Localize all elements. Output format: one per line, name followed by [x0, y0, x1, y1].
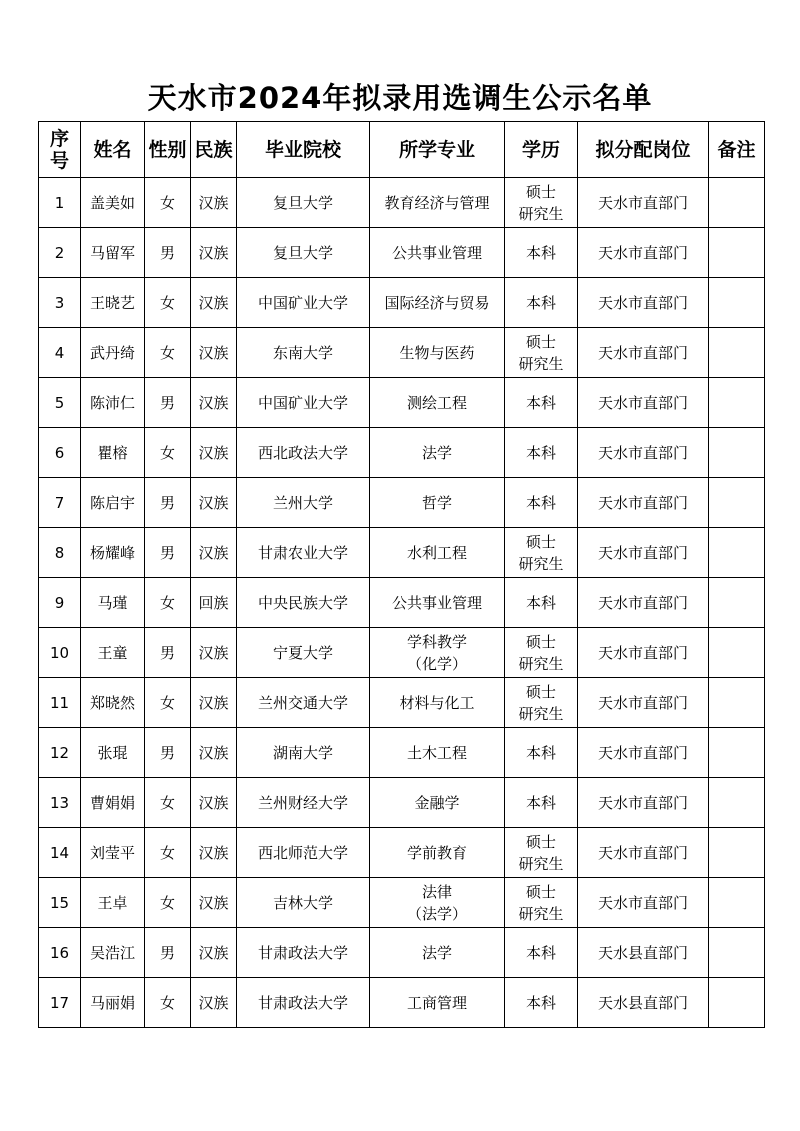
- table-row: [39, 678, 765, 728]
- cell-degree: [505, 478, 578, 528]
- table-row: [39, 328, 765, 378]
- header-no-line: 序: [49, 127, 69, 150]
- cell-major: [370, 178, 505, 228]
- cell-degree-line: 研究生: [518, 654, 564, 673]
- cell-no: 4: [39, 328, 81, 378]
- cell-school: 湖南大学: [237, 728, 370, 778]
- cell-gender: 女: [145, 828, 191, 878]
- cell-major-line: 水利工程: [406, 543, 467, 562]
- cell-major-line: 国际经济与贸易: [384, 293, 490, 312]
- table-row: [39, 578, 765, 628]
- cell-degree: [505, 228, 578, 278]
- cell-ethnicity: 汉族: [191, 728, 237, 778]
- cell-position: 天水市直部门: [578, 278, 709, 328]
- cell-major-line: 哲学: [421, 493, 452, 512]
- table-row: [39, 428, 765, 478]
- cell-degree: [505, 578, 578, 628]
- cell-major: [370, 678, 505, 728]
- table-row: [39, 728, 765, 778]
- cell-major-line: 学科教学: [406, 632, 467, 651]
- cell-remark: [709, 928, 765, 978]
- cell-remark: [709, 628, 765, 678]
- cell-ethnicity: 汉族: [191, 778, 237, 828]
- cell-position: 天水市直部门: [578, 178, 709, 228]
- table-row: [39, 978, 765, 1028]
- cell-major: [370, 578, 505, 628]
- cell-position: 天水市直部门: [578, 678, 709, 728]
- cell-ethnicity: 汉族: [191, 678, 237, 728]
- cell-degree-line: 研究生: [518, 204, 564, 223]
- cell-remark: [709, 828, 765, 878]
- cell-school: 宁夏大学: [237, 628, 370, 678]
- table-row: [39, 878, 765, 928]
- cell-degree-line: 硕士: [525, 332, 556, 351]
- cell-ethnicity: 汉族: [191, 528, 237, 578]
- cell-remark: [709, 178, 765, 228]
- cell-no: 8: [39, 528, 81, 578]
- cell-major: [370, 328, 505, 378]
- cell-gender: 女: [145, 578, 191, 628]
- cell-major: [370, 428, 505, 478]
- cell-degree-line: 硕士: [525, 832, 556, 851]
- cell-school: 甘肃政法大学: [237, 928, 370, 978]
- cell-name: 武丹绮: [81, 328, 145, 378]
- cell-degree-line: 研究生: [518, 704, 564, 723]
- cell-degree-line: 研究生: [518, 354, 564, 373]
- table-row: [39, 228, 765, 278]
- cell-school: 中国矿业大学: [237, 378, 370, 428]
- cell-gender: 女: [145, 678, 191, 728]
- cell-name: 瞿榕: [81, 428, 145, 478]
- header-ethnicity: 民族: [191, 122, 237, 178]
- cell-major-line: 法学: [421, 443, 452, 462]
- cell-ethnicity: 汉族: [191, 628, 237, 678]
- roster-table: [38, 121, 765, 1028]
- cell-degree-line: 硕士: [525, 682, 556, 701]
- cell-ethnicity: 汉族: [191, 228, 237, 278]
- cell-no: 12: [39, 728, 81, 778]
- cell-gender: 男: [145, 528, 191, 578]
- cell-name: 马瑾: [81, 578, 145, 628]
- cell-ethnicity: 汉族: [191, 478, 237, 528]
- cell-position: 天水市直部门: [578, 728, 709, 778]
- cell-major-line: 教育经济与管理: [384, 193, 490, 212]
- cell-name: 马留军: [81, 228, 145, 278]
- cell-no: 9: [39, 578, 81, 628]
- table-row: [39, 928, 765, 978]
- cell-major: [370, 928, 505, 978]
- cell-position: 天水市直部门: [578, 828, 709, 878]
- cell-position: 天水县直部门: [578, 978, 709, 1028]
- cell-remark: [709, 478, 765, 528]
- cell-major: [370, 228, 505, 278]
- cell-remark: [709, 728, 765, 778]
- cell-degree-line: 硕士: [525, 182, 556, 201]
- cell-position: 天水市直部门: [578, 428, 709, 478]
- cell-major: [370, 878, 505, 928]
- cell-degree-line: 本科: [525, 243, 556, 262]
- cell-school: 中央民族大学: [237, 578, 370, 628]
- cell-degree: [505, 428, 578, 478]
- cell-major: [370, 778, 505, 828]
- cell-school: 兰州财经大学: [237, 778, 370, 828]
- cell-position: 天水市直部门: [578, 528, 709, 578]
- page-title: 天水市2024年拟录用选调生公示名单: [147, 81, 653, 115]
- cell-major: [370, 278, 505, 328]
- cell-gender: 男: [145, 628, 191, 678]
- table-row: [39, 178, 765, 228]
- cell-degree: [505, 928, 578, 978]
- cell-name: 王卓: [81, 878, 145, 928]
- cell-ethnicity: 汉族: [191, 828, 237, 878]
- cell-major-line: 土木工程: [406, 743, 467, 762]
- cell-no: 2: [39, 228, 81, 278]
- header-row: [39, 122, 765, 178]
- cell-no: 10: [39, 628, 81, 678]
- cell-degree-line: 研究生: [518, 904, 564, 923]
- cell-school: 兰州交通大学: [237, 678, 370, 728]
- cell-degree-line: 硕士: [525, 632, 556, 651]
- cell-name: 张琨: [81, 728, 145, 778]
- cell-no: 7: [39, 478, 81, 528]
- header-no: [39, 122, 81, 178]
- cell-major: [370, 828, 505, 878]
- cell-ethnicity: 回族: [191, 578, 237, 628]
- header-no-line: 号: [49, 149, 69, 172]
- cell-name: 杨耀峰: [81, 528, 145, 578]
- cell-no: 3: [39, 278, 81, 328]
- cell-degree: [505, 328, 578, 378]
- table-row: [39, 828, 765, 878]
- cell-school: 中国矿业大学: [237, 278, 370, 328]
- cell-remark: [709, 228, 765, 278]
- header-position: 拟分配岗位: [578, 122, 709, 178]
- table-row: [39, 528, 765, 578]
- cell-ethnicity: 汉族: [191, 378, 237, 428]
- cell-no: 14: [39, 828, 81, 878]
- cell-major-line: 学前教育: [406, 843, 467, 862]
- cell-school: 甘肃政法大学: [237, 978, 370, 1028]
- cell-school: 复旦大学: [237, 228, 370, 278]
- table-row: [39, 278, 765, 328]
- cell-no: 6: [39, 428, 81, 478]
- cell-gender: 男: [145, 728, 191, 778]
- cell-gender: 男: [145, 378, 191, 428]
- cell-position: 天水市直部门: [578, 578, 709, 628]
- cell-position: 天水市直部门: [578, 228, 709, 278]
- cell-remark: [709, 578, 765, 628]
- cell-ethnicity: 汉族: [191, 178, 237, 228]
- cell-remark: [709, 528, 765, 578]
- cell-degree-line: 本科: [525, 493, 556, 512]
- cell-major: [370, 728, 505, 778]
- cell-no: 15: [39, 878, 81, 928]
- cell-gender: 女: [145, 978, 191, 1028]
- cell-position: 天水市直部门: [578, 878, 709, 928]
- cell-gender: 男: [145, 228, 191, 278]
- table-row: [39, 778, 765, 828]
- table-row: [39, 478, 765, 528]
- cell-major: [370, 628, 505, 678]
- cell-major: [370, 378, 505, 428]
- cell-major: [370, 528, 505, 578]
- cell-ethnicity: 汉族: [191, 278, 237, 328]
- cell-major-line: 金融学: [414, 793, 460, 812]
- cell-major-line: 法律: [421, 882, 452, 901]
- cell-remark: [709, 278, 765, 328]
- cell-no: 5: [39, 378, 81, 428]
- cell-gender: 女: [145, 428, 191, 478]
- cell-degree-line: 本科: [525, 393, 556, 412]
- cell-major-line: 工商管理: [406, 993, 467, 1012]
- cell-ethnicity: 汉族: [191, 328, 237, 378]
- cell-no: 16: [39, 928, 81, 978]
- cell-major-line: 公共事业管理: [391, 243, 482, 262]
- cell-degree-line: 硕士: [525, 882, 556, 901]
- cell-name: 陈启宇: [81, 478, 145, 528]
- cell-school: 吉林大学: [237, 878, 370, 928]
- cell-name: 曹娟娟: [81, 778, 145, 828]
- header-degree: 学历: [505, 122, 578, 178]
- cell-degree: [505, 678, 578, 728]
- cell-major-line: 测绘工程: [406, 393, 467, 412]
- cell-remark: [709, 328, 765, 378]
- cell-position: 天水市直部门: [578, 328, 709, 378]
- cell-no: 11: [39, 678, 81, 728]
- header-school: 毕业院校: [237, 122, 370, 178]
- cell-degree: [505, 178, 578, 228]
- cell-major-line: 公共事业管理: [391, 593, 482, 612]
- cell-degree-line: 本科: [525, 743, 556, 762]
- cell-degree: [505, 528, 578, 578]
- header-gender: 性别: [145, 122, 191, 178]
- cell-degree-line: 本科: [525, 793, 556, 812]
- cell-major-line: 法学: [421, 943, 452, 962]
- cell-remark: [709, 678, 765, 728]
- cell-gender: 男: [145, 478, 191, 528]
- cell-gender: 女: [145, 328, 191, 378]
- cell-position: 天水市直部门: [578, 378, 709, 428]
- cell-major-line: （化学）: [406, 654, 467, 673]
- cell-remark: [709, 778, 765, 828]
- cell-degree-line: 本科: [525, 993, 556, 1012]
- cell-ethnicity: 汉族: [191, 878, 237, 928]
- cell-name: 盖美如: [81, 178, 145, 228]
- cell-degree: [505, 378, 578, 428]
- cell-ethnicity: 汉族: [191, 428, 237, 478]
- header-name: 姓名: [81, 122, 145, 178]
- cell-name: 王童: [81, 628, 145, 678]
- cell-remark: [709, 378, 765, 428]
- cell-gender: 女: [145, 878, 191, 928]
- cell-gender: 男: [145, 928, 191, 978]
- cell-name: 吴浩江: [81, 928, 145, 978]
- cell-degree-line: 研究生: [518, 554, 564, 573]
- cell-no: 13: [39, 778, 81, 828]
- cell-school: 西北师范大学: [237, 828, 370, 878]
- cell-position: 天水市直部门: [578, 778, 709, 828]
- header-major: 所学专业: [370, 122, 505, 178]
- cell-degree-line: 硕士: [525, 532, 556, 551]
- cell-degree-line: 本科: [525, 293, 556, 312]
- cell-name: 王晓艺: [81, 278, 145, 328]
- cell-no: 17: [39, 978, 81, 1028]
- cell-name: 刘莹平: [81, 828, 145, 878]
- cell-degree: [505, 828, 578, 878]
- cell-degree: [505, 978, 578, 1028]
- cell-position: 天水市直部门: [578, 478, 709, 528]
- cell-school: 东南大学: [237, 328, 370, 378]
- cell-name: 陈沛仁: [81, 378, 145, 428]
- cell-remark: [709, 878, 765, 928]
- cell-degree: [505, 628, 578, 678]
- cell-degree: [505, 878, 578, 928]
- cell-ethnicity: 汉族: [191, 928, 237, 978]
- table-row: [39, 628, 765, 678]
- cell-gender: 女: [145, 778, 191, 828]
- table-row: [39, 378, 765, 428]
- cell-major-line: 材料与化工: [399, 693, 475, 712]
- cell-position: 天水市直部门: [578, 628, 709, 678]
- cell-major: [370, 478, 505, 528]
- header-remark: 备注: [709, 122, 765, 178]
- cell-position: 天水县直部门: [578, 928, 709, 978]
- cell-degree-line: 本科: [525, 593, 556, 612]
- cell-major: [370, 978, 505, 1028]
- cell-degree: [505, 778, 578, 828]
- cell-school: 西北政法大学: [237, 428, 370, 478]
- cell-degree-line: 研究生: [518, 854, 564, 873]
- cell-degree: [505, 278, 578, 328]
- cell-school: 兰州大学: [237, 478, 370, 528]
- cell-gender: 女: [145, 278, 191, 328]
- cell-ethnicity: 汉族: [191, 978, 237, 1028]
- cell-major-line: （法学）: [406, 904, 467, 923]
- cell-school: 复旦大学: [237, 178, 370, 228]
- cell-degree-line: 本科: [525, 943, 556, 962]
- cell-no: 1: [39, 178, 81, 228]
- cell-name: 马丽娟: [81, 978, 145, 1028]
- cell-gender: 女: [145, 178, 191, 228]
- cell-school: 甘肃农业大学: [237, 528, 370, 578]
- cell-major-line: 生物与医药: [399, 343, 475, 362]
- cell-degree: [505, 728, 578, 778]
- cell-remark: [709, 428, 765, 478]
- cell-remark: [709, 978, 765, 1028]
- cell-degree-line: 本科: [525, 443, 556, 462]
- cell-name: 郑晓然: [81, 678, 145, 728]
